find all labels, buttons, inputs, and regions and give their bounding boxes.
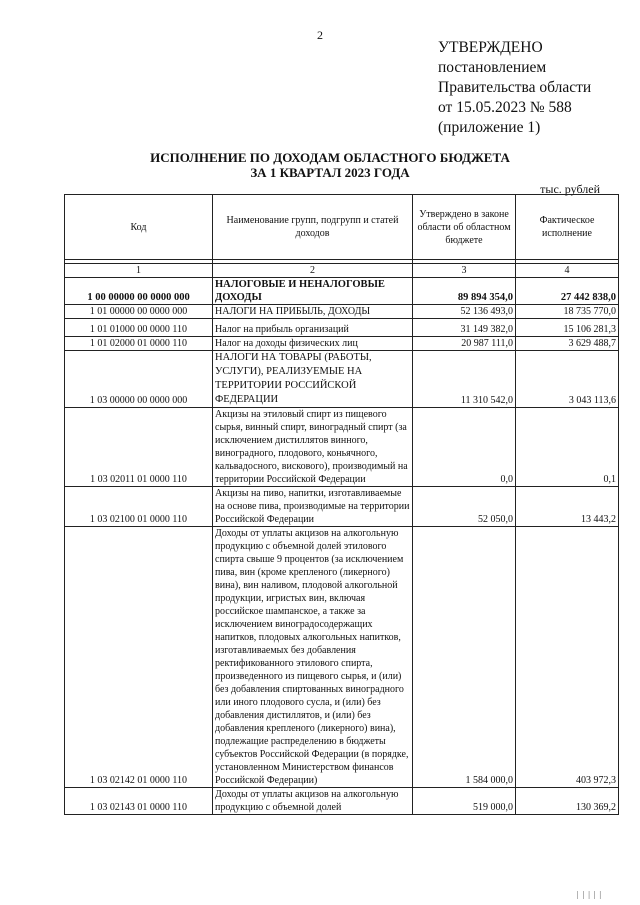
row-name: НАЛОГИ НА ПРИБЫЛЬ, ДОХОДЫ [213, 305, 413, 319]
row-approved: 31 149 382,0 [413, 319, 516, 337]
row-actual: 403 972,3 [516, 527, 619, 788]
title-line-2: ЗА 1 КВАРТАЛ 2023 ГОДА [250, 165, 410, 180]
title-line-1: ИСПОЛНЕНИЕ ПО ДОХОДАМ ОБЛАСТНОГО БЮДЖЕТА [150, 150, 510, 165]
column-number: 4 [516, 264, 619, 278]
header-approved: Утверждено в законе области об областном бюджете [413, 195, 516, 260]
row-actual: 3 043 113,6 [516, 351, 619, 408]
row-code: 1 01 02000 01 0000 110 [65, 337, 213, 351]
row-approved: 0,0 [413, 408, 516, 487]
header-name: Наименование групп, подгрупп и статей доходов [213, 195, 413, 260]
row-actual: 18 735 770,0 [516, 305, 619, 319]
row-approved: 11 310 542,0 [413, 351, 516, 408]
table-row [65, 278, 619, 305]
row-name: Доходы от уплаты акцизов на алкогольную продукцию с объемной долей этилового спирта свыше 9 процентов (за исключением пива, вин (кроме крепленого (ликерного) вина), вин наливом, плодовой алкогольной продукции, игристых вин, включая российское шампанское, а также за исключением виноградосодержащих напитков, плодовых алкогольных напитков, изготавливаемых без добавления ректификованного этилового спирта, произведенного из пищевого сырья, и (или) без добавления спиртованных виноградного или иного плодового сусла, и (или) без добавления дистиллятов, и (или) без добавления крепленого (ликерного) вина), подлежащие распределению в бюджеты субъектов Российской Федерации (в порядке, установленном Министерством финансов Российской Федерации) [213, 527, 413, 788]
row-actual: 0,1 [516, 408, 619, 487]
row-code: 1 03 02143 01 0000 110 [65, 788, 213, 815]
row-name: Налог на прибыль организаций [213, 319, 413, 337]
approval-line: постановлением [438, 59, 547, 76]
table-row [65, 788, 619, 815]
row-approved: 20 987 111,0 [413, 337, 516, 351]
table-row [65, 305, 619, 319]
table-row [65, 527, 619, 788]
row-code: 1 03 00000 00 0000 000 [65, 351, 213, 408]
row-name: Доходы от уплаты акцизов на алкогольную продукцию с объемной долей [213, 788, 413, 815]
page-number: 2 [317, 28, 323, 42]
row-actual: 27 442 838,0 [516, 278, 619, 305]
row-code: 1 01 00000 00 0000 000 [65, 305, 213, 319]
column-number-row [65, 264, 619, 278]
approval-line: УТВЕРЖДЕНО [438, 39, 543, 56]
row-code: 1 03 02011 01 0000 110 [65, 408, 213, 487]
table-row [65, 408, 619, 487]
table-row [65, 319, 619, 337]
table-row [65, 487, 619, 527]
row-name: Акцизы на этиловый спирт из пищевого сырья, винный спирт, виноградный спирт (за исключением дистиллятов винного, виноградного, плодового, коньячного, кальвадосного, вискового), производимый на территории Российской Федерации [213, 408, 413, 487]
header-code: Код [65, 195, 213, 260]
column-number: 3 [413, 264, 516, 278]
unit-label: тыс. рублей [540, 182, 600, 196]
row-name: НАЛОГОВЫЕ И НЕНАЛОГОВЫЕ ДОХОДЫ [213, 278, 413, 305]
row-name: Акцизы на пиво, напитки, изготавливаемые на основе пива, производимые на территории Российской Федерации [213, 487, 413, 527]
row-code: 1 03 02142 01 0000 110 [65, 527, 213, 788]
row-code: 1 00 00000 00 0000 000 [65, 278, 213, 305]
row-name: НАЛОГИ НА ТОВАРЫ (РАБОТЫ, УСЛУГИ), РЕАЛИЗУЕМЫЕ НА ТЕРРИТОРИИ РОССИЙСКОЙ ФЕДЕРАЦИИ [213, 351, 413, 408]
header-actual: Фактическое исполнение [516, 195, 619, 260]
row-approved: 89 894 354,0 [413, 278, 516, 305]
row-approved: 52 136 493,0 [413, 305, 516, 319]
row-name: Налог на доходы физических лиц [213, 337, 413, 351]
footer-mark: | | | | | [576, 890, 602, 899]
document-title [60, 150, 600, 180]
approval-line: от 15.05.2023 № 588 [438, 99, 572, 116]
row-code: 1 01 01000 00 0000 110 [65, 319, 213, 337]
approval-line: Правительства области [438, 79, 592, 96]
row-actual: 13 443,2 [516, 487, 619, 527]
row-actual: 15 106 281,3 [516, 319, 619, 337]
row-approved: 52 050,0 [413, 487, 516, 527]
row-actual: 3 629 488,7 [516, 337, 619, 351]
table-row [65, 337, 619, 351]
row-approved: 1 584 000,0 [413, 527, 516, 788]
row-approved: 519 000,0 [413, 788, 516, 815]
revenue-table [64, 194, 619, 815]
table-row [65, 351, 619, 408]
table-header-row [65, 195, 619, 260]
approval-block [438, 38, 591, 138]
approval-line: (приложение 1) [438, 119, 541, 136]
column-number: 1 [65, 264, 213, 278]
row-actual: 130 369,2 [516, 788, 619, 815]
column-number: 2 [213, 264, 413, 278]
row-code: 1 03 02100 01 0000 110 [65, 487, 213, 527]
